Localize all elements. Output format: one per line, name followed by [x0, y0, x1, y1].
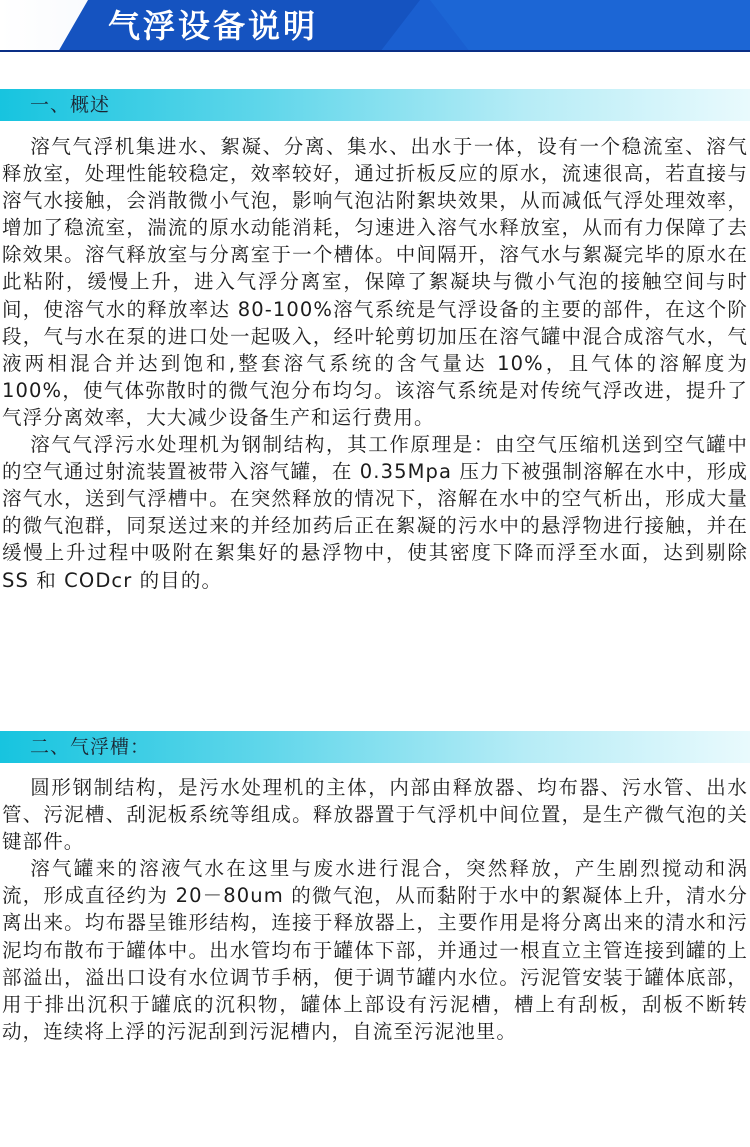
flotation-tank-paragraph: 圆形钢制结构，是污水处理机的主体，内部由释放器、均布器、污水管、出水管、污泥槽、刮泥板系统等组成。释放器置于气浮机中间位置，是生产微气泡的关键部件。: [2, 776, 748, 854]
section-heading-text: 二、气浮槽：: [30, 736, 151, 758]
page-title: 气浮设备说明: [108, 7, 319, 45]
section-heading-overview: [0, 89, 750, 121]
flotation-tank-paragraph: 溶气罐来的溶液气水在这里与废水进行混合，突然释放，产生剧烈搅动和涡流，形成直径约为 20－80um 的微气泡，从而黏附于水中的絮凝体上升，清水分离出来。均布器呈锥形结构，连接于释放器上，主要作用是将分离出来的清水和污泥均布散布于罐体中。出水管均布于罐体下部，并通过一根直立主管连接到罐的上部溢出，溢出口设有水位调节手柄，便于调节罐内水位。污泥管安装于罐体底部，用于排出沉积于罐底的沉积物，罐体上部设有污泥槽，槽上有刮板，刮板不断转动，连续将上浮的污泥刮到污泥槽内，自流至污泥池里。: [2, 857, 748, 1043]
overview-paragraph: 溶气气浮机集进水、絮凝、分离、集水、出水于一体，设有一个稳流室、溶气释放室，处理性能较稳定，效率较好，通过折板反应的原水，流速很高，若直接与溶气水接触，会消散微小气泡，影响气泡沾附絮块效果，从而减低气浮处理效率，增加了稳流室，湍流的原水动能消耗，匀速进入溶气水释放室，从而有力保障了去除效果。溶气释放室与分离室于一个槽体。中间隔开，溶气水与絮凝完毕的原水在此粘附，缓慢上升，进入气浮分离室，保障了絮凝块与微小气泡的接触空间与时间，使溶气水的释放率达 80-100%溶气系统是气浮设备的主要的部件，在这个阶段，气与水在泵的进口处一起吸入，经叶轮剪切加压在溶气罐中混合成溶气水，气液两相混合并达到饱和,整套溶气系统的含气量达 10%，且气体的溶解度为 100%，使气体弥散时的微气泡分布均匀。该溶气系统是对传统气浮改进，提升了气浮分离效率，大大减少设备生产和运行费用。: [2, 135, 748, 429]
overview-text-block: [2, 133, 748, 594]
title-banner: [0, 0, 750, 52]
overview-paragraph: 溶气气浮污水处理机为钢制结构，其工作原理是：由空气压缩机送到空气罐中的空气通过射流装置被带入溶气罐，在 0.35Mpa 压力下被强制溶解在水中，形成溶气水，送到气浮槽中。在突然释放的情况下，溶解在水中的空气析出，形成大量的微气泡群，同泵送过来的并经加药后正在絮凝的污水中的悬浮物进行接触，并在缓慢上升过程中吸附在絮集好的悬浮物中，使其密度下降而浮至水面，达到剔除 SS 和 CODcr 的目的。: [2, 433, 748, 592]
section-heading-flotation-tank: [0, 731, 750, 763]
flotation-tank-text-block: [2, 774, 748, 1045]
section-heading-text: 一、概述: [30, 94, 111, 116]
